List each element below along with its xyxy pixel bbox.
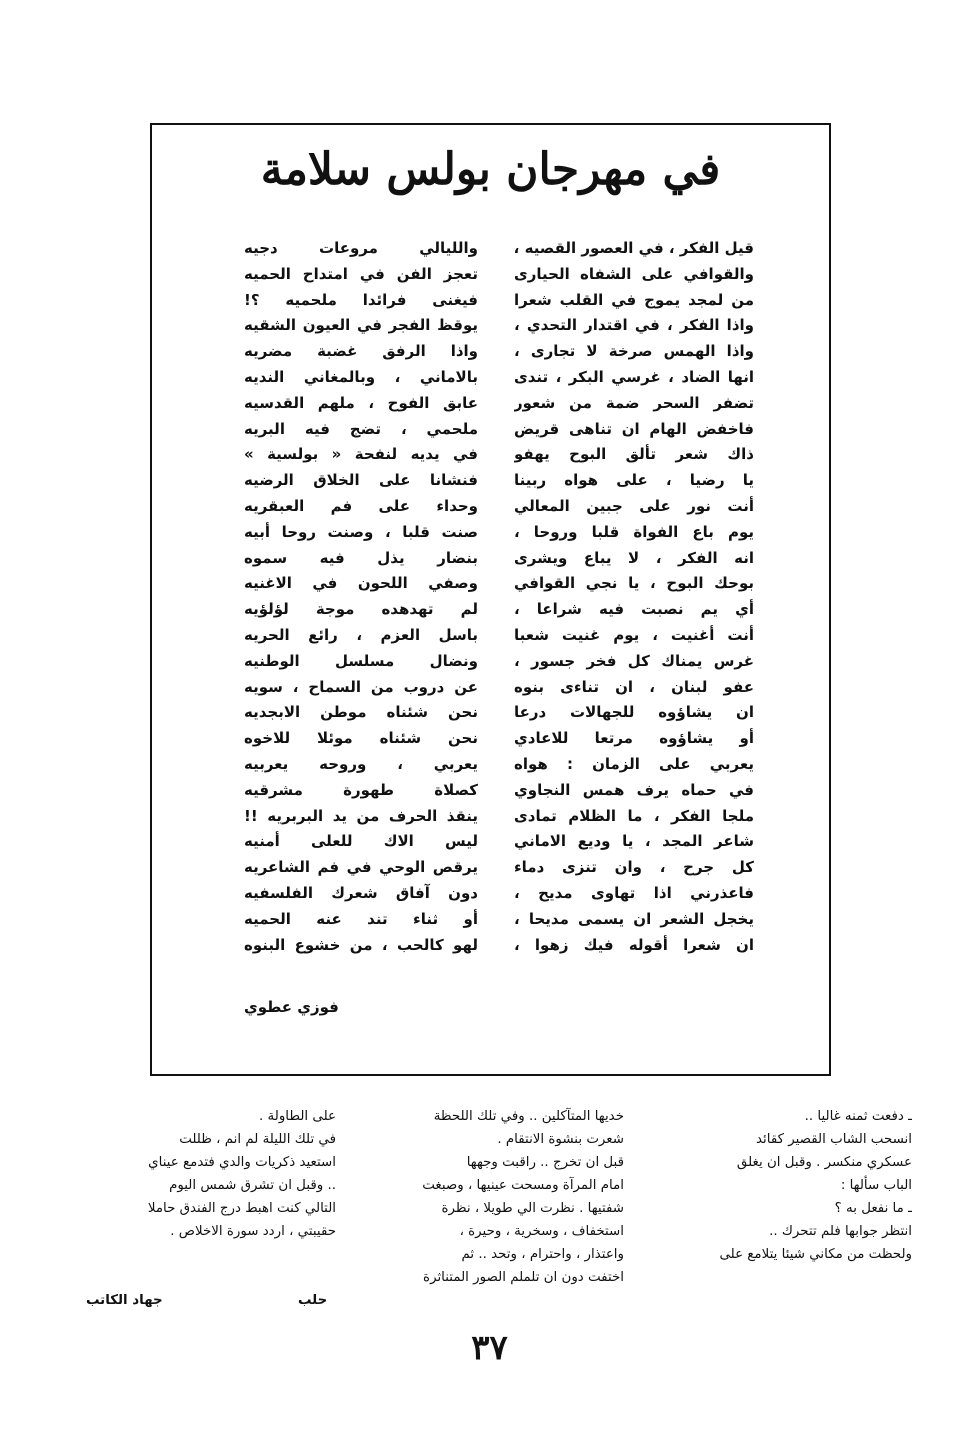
text-line: ملجا الفكر ، ما الظلام تمادى [514,806,754,825]
text-line: يعربي ، وروحه يعربيه [244,754,478,773]
text-line: في يديه لنفحة « بولسية » [244,445,478,464]
text-line: واذا الرفق غضبة مضريه [244,342,478,361]
text-line: واذا الفكر ، في اقتدار التحدي ، [514,316,754,335]
text-line: على الطاولة . [259,1109,336,1124]
text-line: في تلك الليلة لم انم ، ظللت [179,1132,336,1147]
text-line: فاعذرني اذا تهاوى مديح ، [514,883,754,902]
text-line: قبل ان تخرج .. راقبت وجهها [466,1155,624,1170]
text-line: يوقظ الفجر في العيون الشقيه [244,316,478,335]
story-author: جهاد الكاتب [86,1293,163,1308]
text-line: دون آفاق شعرك الفلسفيه [244,883,478,902]
text-line: فيغنى فرائدا ملحميه ؟! [244,290,478,309]
text-line: من لمجد يموج في القلب شعرا [514,290,754,309]
text-line: ولحظت من مكاني شيئا يتلامع على [719,1247,912,1262]
text-line: الباب سألها : [840,1178,912,1193]
poet-name: فوزي عطوي [244,998,339,1016]
story-place: حلب [298,1293,328,1308]
text-line: واعتذار ، واحترام ، وتحد .. ثم [461,1247,624,1262]
text-line: عفو لبنان ، ان تناءى بنوه [514,677,754,696]
text-line: والليالي مروعات دجيه [244,239,478,257]
text-line: نحن شئناه موطن الابجديه [244,703,478,722]
text-line: صنت قلبا ، وصنت روحا أبيه [244,522,478,541]
text-line: ونضال مسلسل الوطنيه [244,651,478,670]
text-line: نحن شئناه موئلا للاخوه [244,729,478,748]
text-line: لهو كالحب ، من خشوع البنوه [244,935,478,954]
text-line: انه الفكر ، لا يباع ويشرى [514,548,754,567]
text-line: فاخفض الهام ان تناهى قريض [514,419,754,438]
text-line: انها الضاد ، غرسي البكر ، تندى [514,367,754,386]
text-line: .. وقبل ان تشرق شمس اليوم [169,1178,336,1193]
text-line: أي يم نصبت فيه شراعا ، [514,600,754,619]
text-line: عن دروب من السماح ، سويه [244,677,478,696]
text-line: ملحمي ، تضج فيه البريه [244,419,478,438]
text-line: بالاماني ، وبالمغاني النديه [244,367,478,386]
text-line: بوحك البوح ، يا نجي القوافي [514,574,754,593]
text-line: يخجل الشعر ان يسمى مديحا ، [514,909,754,928]
story-middle-column [374,1105,624,1289]
text-line: استخفاف ، وسخرية ، وحيرة ، [459,1224,624,1239]
text-line: كصلاة طهورة مشرقيه [244,780,478,799]
text-line: في حماه يرف همس النجاوي [514,780,754,799]
text-line: كل جرح ، وان تنزى دماء [514,858,754,877]
text-line: وحداء على فم العبقريه [244,496,478,515]
text-line: يا رضيا ، على هواه ربينا [514,471,754,490]
story-right-column [666,1105,912,1266]
text-line: ان يشاؤوه للجهالات درعا [514,703,754,722]
text-line: انسحب الشاب القصير كقائد [756,1132,912,1147]
text-line: والقوافي على الشفاه الحيارى [514,264,754,283]
text-line: اختفت دون ان تلملم الصور المتناثرة [423,1270,624,1285]
text-line: استعيد ذكريات والدي فتدمع عيناي [148,1155,336,1170]
text-line: أو ثناء تند عنه الحميه [244,909,478,928]
text-line: ذاك شعر تألق البوح يهفو [514,445,754,464]
poem-title: في مهرجان بولس سلامة [260,144,721,195]
text-line: بنضار يذل فيه سموه [244,548,478,567]
page-number: ٣٧ [471,1328,508,1368]
poem-left-column [244,236,478,958]
text-line: ـ ما نفعل به ؟ [834,1201,912,1216]
text-line: ـ دفعت ثمنه غاليا .. [804,1109,912,1124]
text-line: شفتيها . نظرت الي طويلا ، نظرة [441,1201,624,1216]
text-line: تضفر السحر ضمة من شعور [514,393,754,412]
text-line: باسل العزم ، رائع الحريه [244,625,478,644]
text-line: يوم باع الفواة قلبا وروحا ، [514,522,754,541]
text-line: عابق الفوح ، ملهم القدسيه [244,393,478,412]
text-line: قيل الفكر ، في العصور القصيه ، [514,239,754,257]
text-line: يرقص الوحي في فم الشاعريه [244,858,478,877]
text-line: يعربي على الزمان : هواه [514,754,754,773]
text-line: تعجز الفن في امتداح الحميه [244,264,478,283]
text-line: واذا الهمس صرخة لا تجارى ، [514,342,754,361]
story-left-column [86,1105,336,1243]
text-line: أنت نور على جبين المعالي [514,496,754,515]
text-line: وصفي اللحون في الاغنيه [244,574,478,593]
text-line: خديها المتآكلين .. وفي تلك اللحظة [433,1109,624,1124]
text-line: حقيبتي ، اردد سورة الاخلاص . [170,1224,336,1239]
text-line: أنت أغنيت ، يوم غنيت شعبا [514,625,754,644]
text-line: ان شعرا أقوله فيك زهوا ، [514,935,754,954]
text-line: عسكري منكسر . وقبل ان يغلق [736,1155,912,1170]
text-line: التالي كنت اهبط درج الفندق حاملا [147,1201,336,1216]
text-line: فنشانا على الخلاق الرضيه [244,471,478,490]
text-line: ليس الاك للعلى أمنيه [244,832,478,851]
text-line: شعرت بنشوة الانتقام . [497,1132,624,1147]
text-line: غرس يمناك كل فخر جسور ، [514,651,754,670]
text-line: لم تهدهده موجة لؤلؤيه [244,600,478,619]
text-line: انتظر جوابها فلم تتحرك .. [769,1224,912,1239]
poem-right-column [514,236,754,958]
text-line: امام المرآة ومسحت عينيها ، وصبغت [422,1178,624,1193]
text-line: ينقذ الحرف من يد البربريه !! [244,806,478,825]
text-line: أو يشاؤوه مرتعا للاعادي [514,729,754,748]
text-line: شاعر المجد ، يا وديع الاماني [514,832,754,851]
